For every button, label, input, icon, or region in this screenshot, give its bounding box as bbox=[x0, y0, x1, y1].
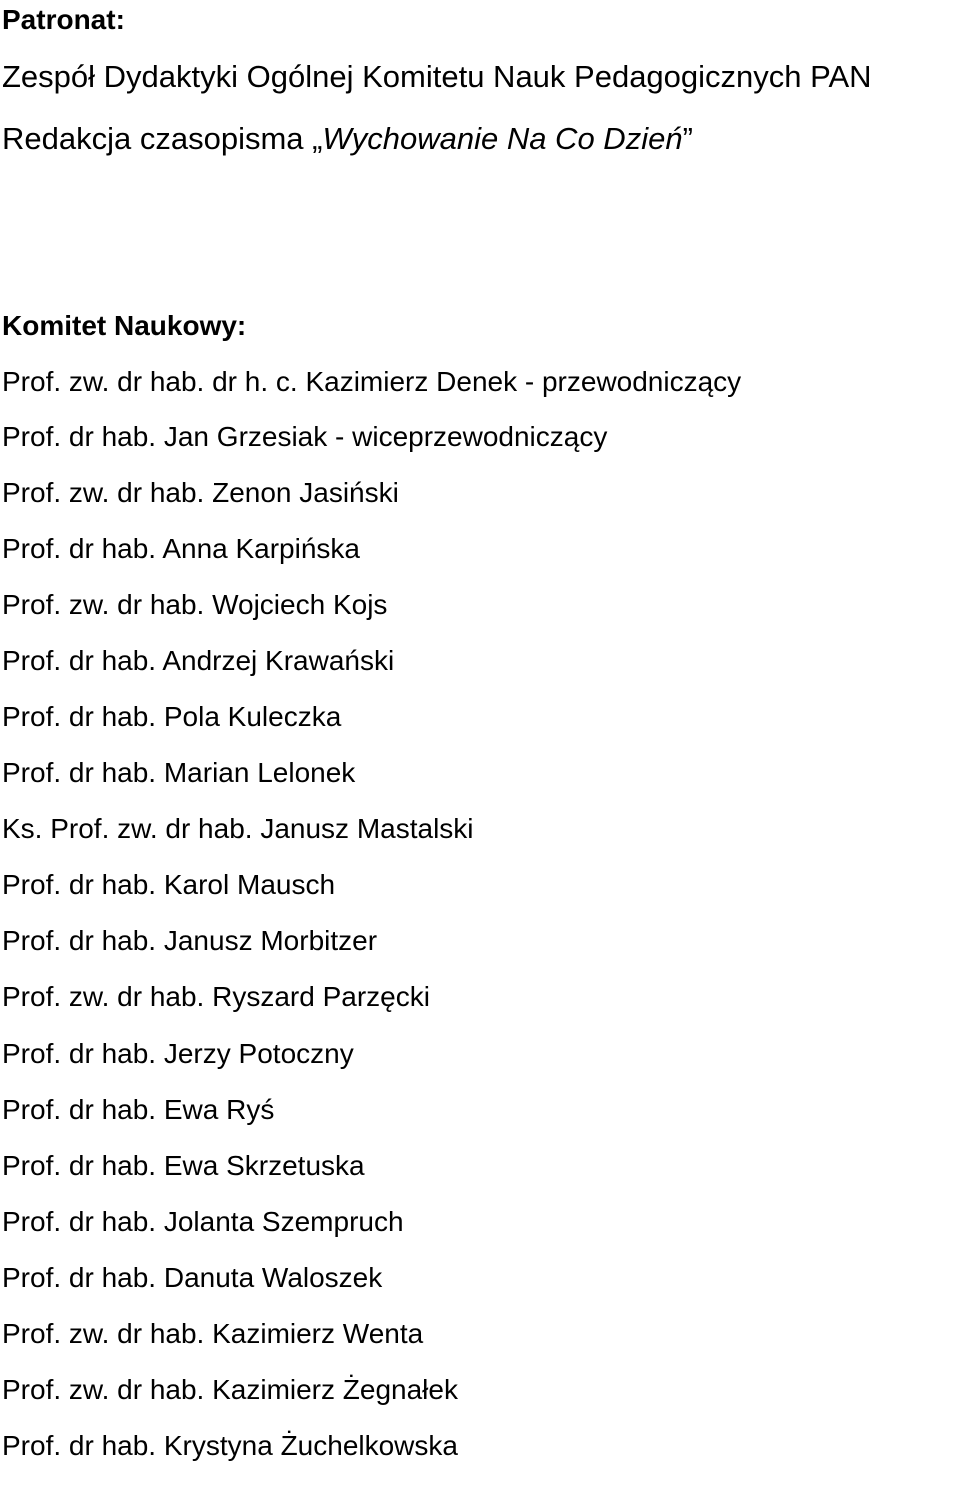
committee-member: Prof. dr hab. Danuta Waloszek bbox=[2, 1261, 383, 1293]
committee-member: Prof. dr hab. Ewa Skrzetuska bbox=[2, 1149, 365, 1181]
committee-heading: Komitet Naukowy: bbox=[2, 310, 247, 341]
committee-member: Prof. zw. dr hab. Kazimierz Wenta bbox=[2, 1317, 424, 1349]
committee-member: Prof. dr hab. Jan Grzesiak - wiceprzewodniczący bbox=[2, 421, 608, 452]
committee-member: Prof. dr hab. Krystyna Żuchelkowska bbox=[2, 1429, 458, 1461]
committee-member-list bbox=[2, 365, 741, 1485]
committee-member: Prof. zw. dr hab. Zenon Jasiński bbox=[2, 477, 399, 509]
committee-member: Prof. zw. dr hab. Kazimierz Żegnałek bbox=[2, 1373, 458, 1405]
committee-member: Prof. dr hab. Anna Karpińska bbox=[2, 533, 360, 565]
journal-title: Wychowanie Na Co Dzień bbox=[322, 121, 683, 156]
committee-member: Prof. zw. dr hab. Wojciech Kojs bbox=[2, 589, 388, 621]
committee-member: Prof. zw. dr hab. dr h. c. Kazimierz Denek - przewodniczący bbox=[2, 366, 742, 397]
committee-member: Ks. Prof. zw. dr hab. Janusz Mastalski bbox=[2, 813, 474, 845]
committee-member: Prof. dr hab. Andrzej Krawański bbox=[2, 645, 395, 677]
committee-member: Prof. zw. dr hab. Ryszard Parzęcki bbox=[2, 981, 430, 1013]
committee-member: Prof. dr hab. Ewa Ryś bbox=[2, 1093, 275, 1125]
patronage-line-2 bbox=[2, 120, 693, 158]
committee-member: Prof. dr hab. Janusz Morbitzer bbox=[2, 925, 378, 957]
committee-member: Prof. dr hab. Marian Lelonek bbox=[2, 757, 356, 789]
patronage-line-2-suffix: ” bbox=[682, 121, 693, 156]
patronage-line-2-prefix: Redakcja czasopisma „ bbox=[2, 121, 323, 156]
patronage-line-1: Zespół Dydaktyki Ogólnej Komitetu Nauk Pedagogicznych PAN bbox=[2, 59, 872, 94]
patronage-heading: Patronat: bbox=[2, 4, 125, 35]
committee-member: Prof. dr hab. Pola Kuleczka bbox=[2, 701, 342, 733]
committee-member: Prof. dr hab. Karol Mausch bbox=[2, 869, 336, 901]
committee-member: Prof. dr hab. Jerzy Potoczny bbox=[2, 1037, 354, 1069]
committee-member: Prof. dr hab. Jolanta Szempruch bbox=[2, 1205, 404, 1237]
